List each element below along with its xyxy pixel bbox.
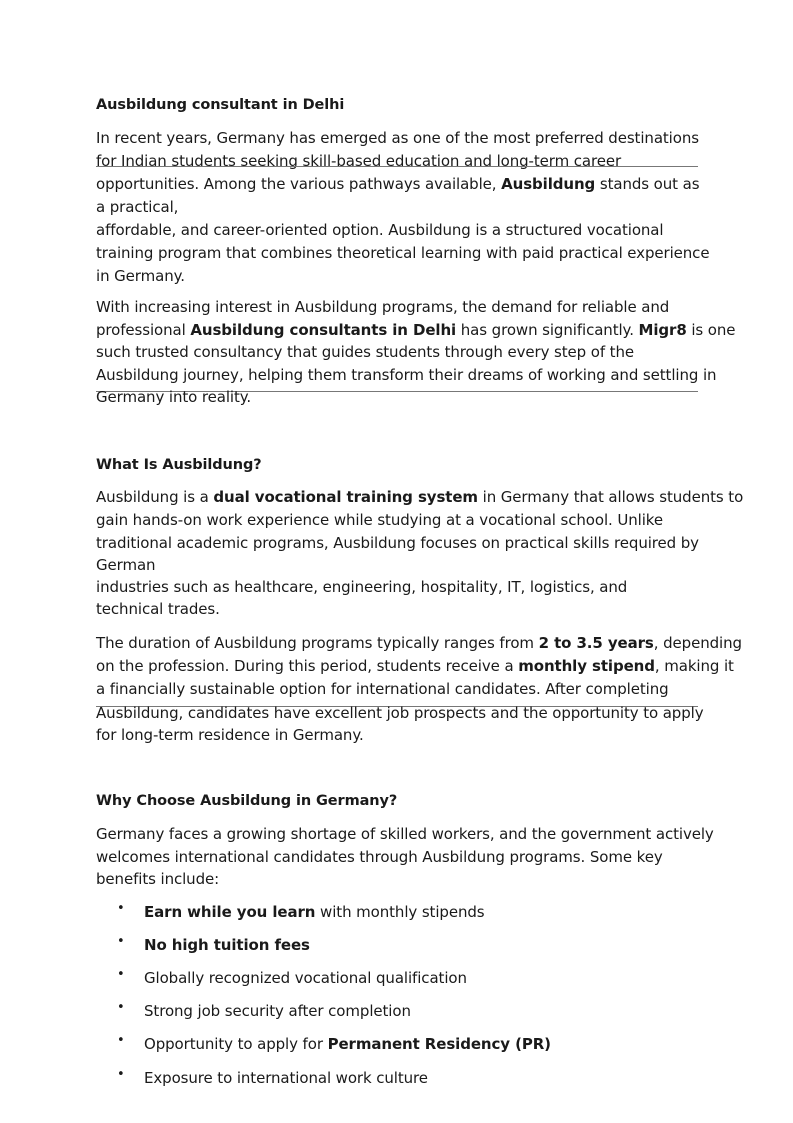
paragraph-line: for long-term residence in Germany.: [96, 726, 364, 744]
list-item: No high tuition fees: [144, 936, 310, 954]
paragraph-line: in Germany.: [96, 267, 185, 285]
bullet-icon: •: [117, 1033, 125, 1048]
section-heading-consultant-delhi: Ausbildung consultant in Delhi: [96, 97, 345, 113]
paragraph-line: technical trades.: [96, 600, 220, 618]
paragraph-line: a practical,: [96, 198, 179, 216]
section-heading-why-choose: Why Choose Ausbildung in Germany?: [96, 793, 398, 809]
paragraph-line: Ausbildung is a dual vocational training system in Germany that allows students to: [96, 488, 744, 506]
paragraph-line: German: [96, 556, 156, 574]
list-item: Earn while you learn with monthly stipends: [144, 903, 485, 921]
paragraph-line: for Indian students seeking skill-based education and long-term career: [96, 152, 622, 170]
paragraph-line: a financially sustainable option for international candidates. After completing: [96, 680, 669, 698]
paragraph-line: gain hands-on work experience while studying at a vocational school. Unlike: [96, 511, 663, 529]
paragraph-line: benefits include:: [96, 870, 220, 888]
list-item: Exposure to international work culture: [144, 1069, 428, 1087]
bullet-icon: •: [117, 967, 125, 982]
paragraph-line: on the profession. During this period, students receive a monthly stipend, making it: [96, 657, 734, 675]
bullet-icon: •: [117, 901, 125, 916]
paragraph-line: Ausbildung, candidates have excellent job prospects and the opportunity to apply: [96, 704, 704, 722]
paragraph-line: Germany faces a growing shortage of skilled workers, and the government actively: [96, 825, 714, 843]
list-item: Strong job security after completion: [144, 1002, 411, 1020]
paragraph-line: welcomes international candidates through Ausbildung programs. Some key: [96, 848, 663, 866]
paragraph-line: professional Ausbildung consultants in Delhi has grown significantly. Migr8 is one: [96, 321, 736, 339]
list-item: Opportunity to apply for Permanent Residency (PR): [144, 1035, 551, 1053]
paragraph-line: Ausbildung journey, helping them transform their dreams of working and settling in: [96, 366, 717, 384]
paragraph-line: Germany into reality.: [96, 388, 252, 406]
paragraph-line: In recent years, Germany has emerged as one of the most preferred destinations: [96, 129, 699, 147]
list-item: Globally recognized vocational qualification: [144, 969, 467, 987]
bullet-icon: •: [117, 1067, 125, 1082]
bullet-icon: •: [117, 1000, 125, 1015]
paragraph-line: such trusted consultancy that guides students through every step of the: [96, 343, 634, 361]
paragraph-line: The duration of Ausbildung programs typically ranges from 2 to 3.5 years, depending: [96, 634, 742, 652]
bullet-icon: •: [117, 934, 125, 949]
text-rule: [96, 166, 698, 167]
paragraph-line: industries such as healthcare, engineering, hospitality, IT, logistics, and: [96, 578, 628, 596]
paragraph-line: affordable, and career-oriented option. Ausbildung is a structured vocational: [96, 221, 664, 239]
paragraph-line: traditional academic programs, Ausbildung focuses on practical skills required by: [96, 534, 699, 552]
paragraph-line: opportunities. Among the various pathways available, Ausbildung stands out as: [96, 175, 700, 193]
section-heading-what-is-ausbildung: What Is Ausbildung?: [96, 457, 262, 473]
paragraph-line: training program that combines theoretical learning with paid practical experience: [96, 244, 710, 262]
paragraph-line: With increasing interest in Ausbildung programs, the demand for reliable and: [96, 298, 670, 316]
